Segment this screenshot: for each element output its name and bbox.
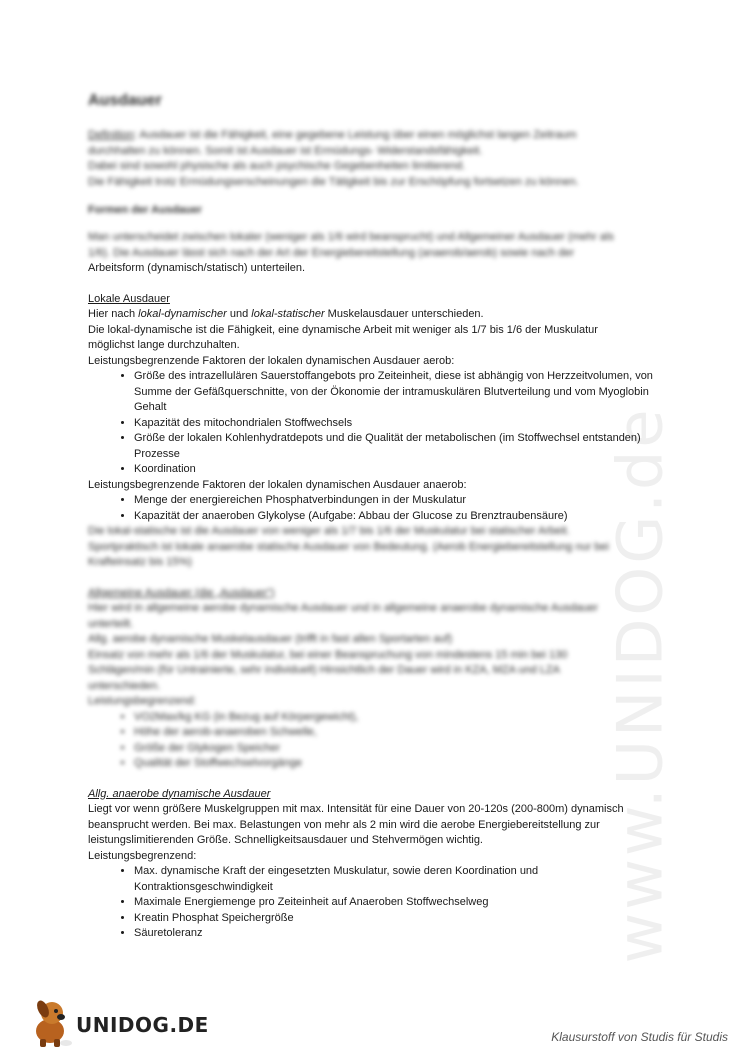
aerob-list: [88, 369, 658, 478]
local-heading: Lokale Ausdauer: [88, 292, 170, 305]
general-line: Schlägen/min (für Untrainierte, sehr individuell) Hinsichtlich der Dauer wird in KZA, MZA und LZA: [88, 664, 560, 676]
page-title: Ausdauer: [88, 92, 162, 109]
local-line-1: Die lokal-dynamische ist die Fähigkeit, eine dynamische Arbeit mit weniger als 1/7 bis 1/6 der Muskulatur: [88, 323, 598, 336]
local-static-line-1: Die lokal-statische ist die Ausdauer von weniger als 1/7 bis 1/6 der Muskulatur bei statischer Arbeit.: [88, 525, 570, 537]
anaerobic-list: [88, 864, 658, 942]
list-item: • Größe des intrazellulären Sauerstoffangebots pro Zeiteinheit, diese ist abhängig von Herzzeitvolumen, von Summe der Gefäßquerschnitte, von der Ökonomie der intramuskulären Blutverteilung und vom Myoglobin Gehalt: [134, 369, 658, 416]
local-line-2: möglichst lange durchzuhalten.: [88, 339, 240, 351]
general-list: [88, 710, 658, 772]
list-item: • Höhe der aerob-anaeroben Schwelle,: [134, 725, 658, 741]
definition-block: [88, 128, 658, 190]
local-static-line-2: Sportpraktisch ist lokale anaerobe statische Ausdauer von Bedeutung. (Aerob Energiebereitstellung nur bei: [88, 540, 609, 553]
local-static-line-3: Krafteinsatz bis 15%): [88, 556, 192, 568]
list-item: • VO2Max/kg KG (in Bezug auf Körpergewicht),: [134, 710, 658, 726]
list-item: • Kreatin Phosphat Speichergröße: [134, 911, 658, 927]
list-item: • Größe der Glykogen Speicher: [134, 741, 658, 757]
definition-line-1: Definition: Ausdauer ist die Fähigkeit, eine gegebene Leistung über einen möglichst langen Zeitraum: [88, 129, 577, 141]
general-line: Allg. aerobe dynamische Muskelausdauer (trifft in fast allen Sportarten auf): [88, 633, 453, 645]
watermark-text: www.UNIDOG.de: [603, 406, 677, 964]
anaerobic-line-4: Leistungsbegrenzend:: [88, 849, 197, 862]
definition-label: Definition: [88, 129, 134, 141]
anaerob-list: [88, 493, 658, 524]
forms-line-2: 1/6). Die Ausdauer lässt sich nach der Art der Energiebereitstellung (anaerob/aerob) sowie nach der: [88, 246, 575, 259]
dog-icon: [26, 993, 76, 1049]
local-line-3: Leistungsbegrenzende Faktoren der lokalen dynamischen Ausdauer aerob:: [88, 354, 455, 367]
list-item: • Maximale Energiemenge pro Zeiteinheit auf Anaeroben Stoffwechselweg: [134, 895, 658, 911]
general-block: [88, 586, 658, 772]
logo-text: UNIDOG.DE: [76, 1013, 209, 1037]
list-item: • Koordination: [134, 462, 658, 478]
general-line: Leistungsbegrenzend:: [88, 695, 197, 707]
anaerobic-heading: Allg. anaerobe dynamische Ausdauer: [88, 787, 271, 800]
definition-line-2: durchhalten zu können. Somit ist Ausdauer ist Ermüdungs- Widerstandsfähigkeit.: [88, 144, 483, 157]
forms-line-3: Arbeitsform (dynamisch/statisch) unterteilen.: [88, 262, 306, 274]
definition-line-4: Die Fähigkeit trotz Ermüdungserscheinungen die Tätigkeit bis zur Erschöpfung fortsetzen zu können.: [88, 175, 579, 188]
forms-title: Formen der Ausdauer: [88, 204, 202, 216]
list-item: • Kapazität der anaeroben Glykolyse (Aufgabe: Abbau der Glucose zu Brenztraubensäure): [134, 509, 658, 525]
forms-line-1: Man unterscheidet zwischen lokaler (weniger als 1/6 wird beansprucht) und Allgemeiner Ausdauer (mehr als: [88, 231, 614, 243]
anaerobic-line-3: leistungslimitierenden Größe. Schnelligkeitsausdauer und Stehvermögen wichtig.: [88, 834, 483, 846]
list-item: • Menge der energiereichen Phosphatverbindungen in der Muskulatur: [134, 493, 658, 509]
general-line: Hier wird in allgemeine aerobe dynamische Ausdauer und in allgemeine anaerobe dynamische Ausdauer: [88, 602, 598, 614]
anaerobic-line-1: Liegt vor wenn größere Muskelgruppen mit max. Intensität für eine Dauer von 20-120s (200-800m) dynamisch: [88, 803, 624, 815]
list-item: • Größe der lokalen Kohlenhydratdepots und die Qualität der metabolischen (im Stoffwechsel entstanden) Prozesse: [134, 431, 658, 462]
general-line: unterteilt.: [88, 617, 134, 630]
list-item: • Kapazität des mitochondrialen Stoffwechsels: [134, 416, 658, 432]
anaerobic-line-2: beansprucht werden. Bei max. Belastungen von mehr als 2 min wird die aerobe Energiebereitstellung zur: [88, 818, 600, 831]
anaerob-intro: Leistungsbegrenzende Faktoren der lokalen dynamischen Ausdauer anaerob:: [88, 478, 467, 491]
general-line: Einsatz von mehr als 1/6 der Muskulatur, bei einer Beanspruchung von mindestens 15 min bei 130: [88, 648, 568, 661]
document-page: [88, 92, 658, 942]
footer-tagline: Klausurstoff von Studis für Studis: [551, 1030, 728, 1044]
list-item: • Max. dynamische Kraft der eingesetzten Muskulatur, sowie deren Koordination und Kontraktionsgeschwindigkeit: [134, 864, 658, 895]
list-item: • Säuretoleranz: [134, 926, 658, 942]
general-line: unterschieden.: [88, 679, 161, 692]
list-item: • Qualität der Stoffwechselvorgänge: [134, 756, 658, 772]
general-heading: Allgemeine Ausdauer (die „Ausdauer“): [88, 586, 275, 599]
definition-line-3: Dabei sind sowohl physische als auch psychische Gegebenheiten limitierend.: [88, 160, 466, 172]
local-intro: Hier nach lokal-dynamischer und lokal-statischer Muskelausdauer unterschieden.: [88, 308, 484, 320]
